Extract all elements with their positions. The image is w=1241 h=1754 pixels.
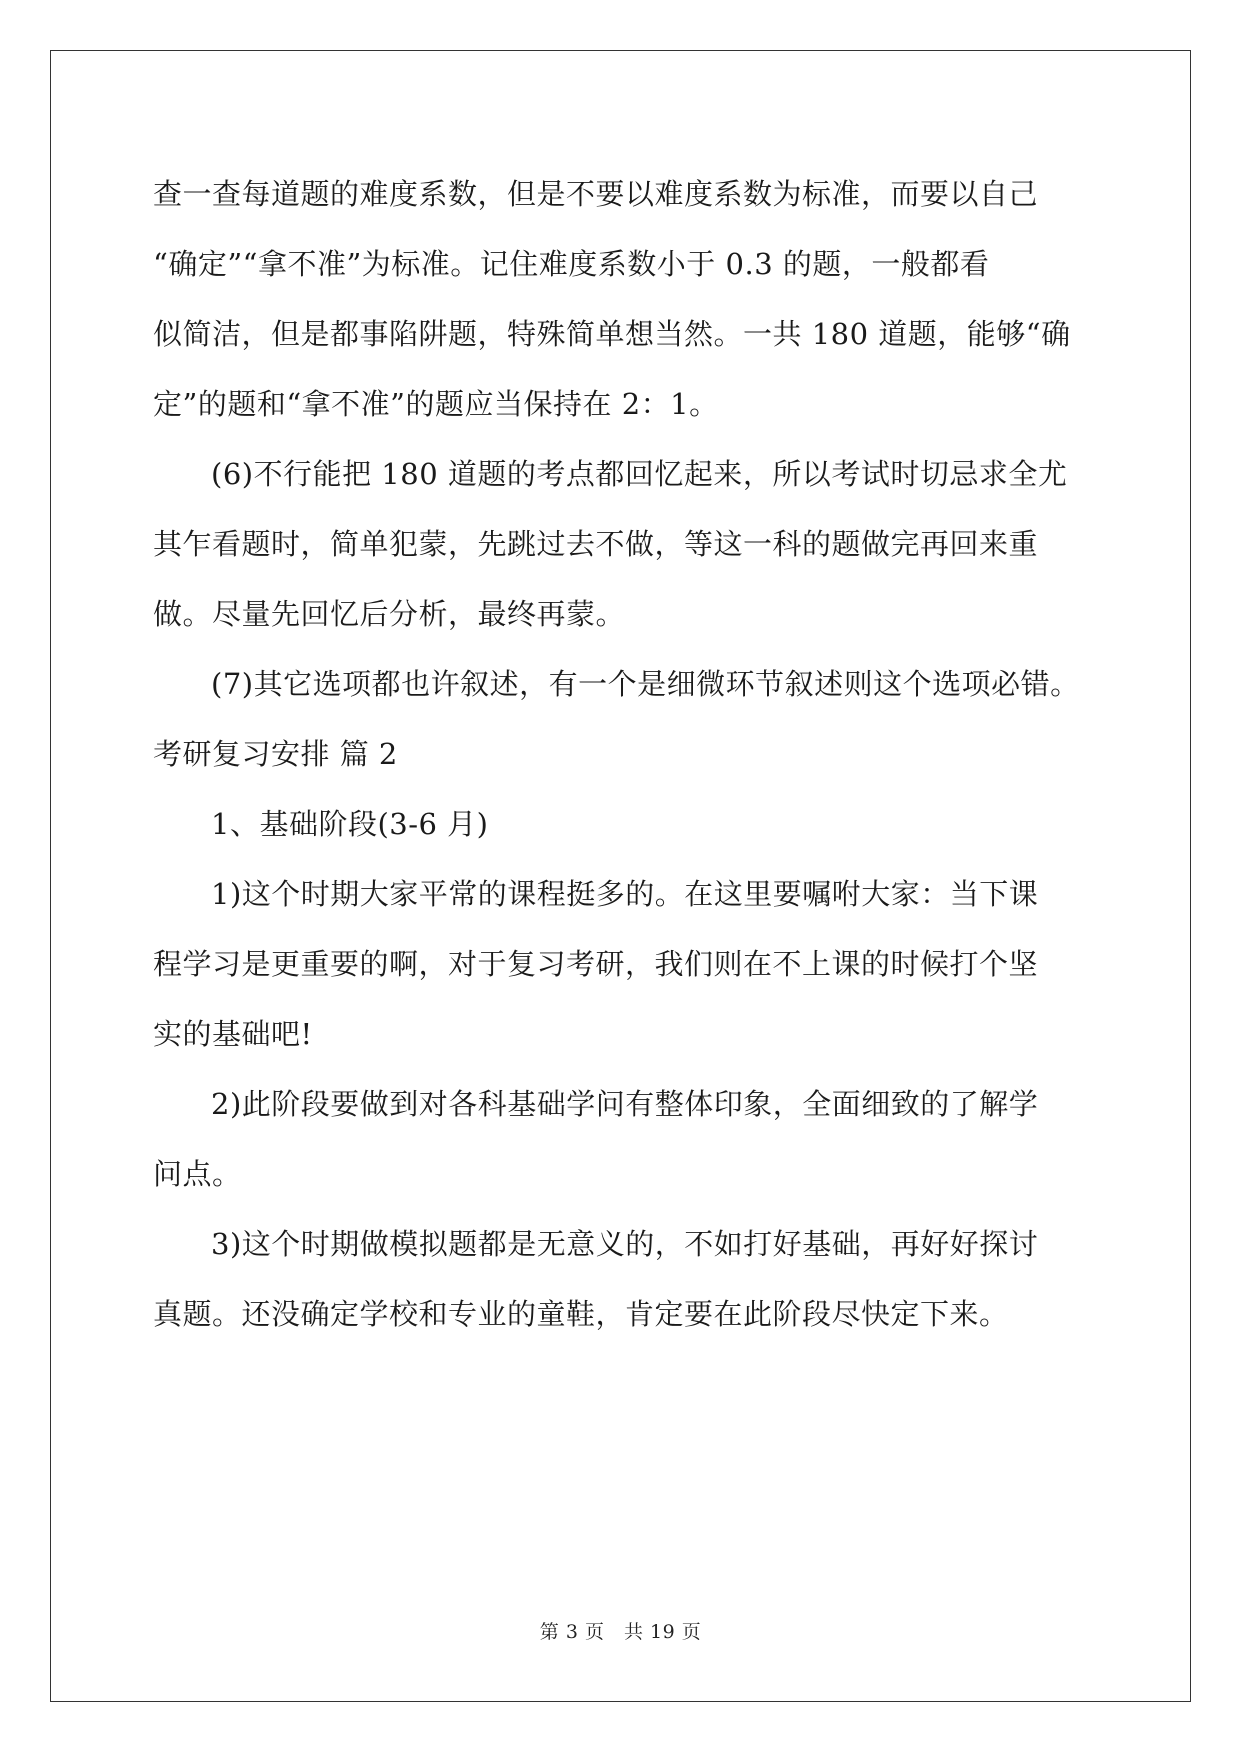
text-line: 问点。	[153, 1157, 242, 1191]
text-line: (6)不行能把 180 道题的考点都回忆起来，所以考试时切忌求全尤	[211, 457, 1068, 491]
text-line: 1)这个时期大家平常的课程挺多的。在这里要嘱咐大家：当下课	[211, 877, 1039, 911]
section-heading: 考研复习安排 篇 2	[153, 737, 398, 771]
text-line: 真题。还没确定学校和专业的童鞋，肯定要在此阶段尽快定下来。	[153, 1297, 1009, 1331]
text-line: 似简洁，但是都事陷阱题，特殊简单想当然。一共 180 道题，能够“确	[153, 317, 1071, 351]
text-line: “确定”“拿不准”为标准。记住难度系数小于 0.3 的题，一般都看	[153, 247, 990, 281]
text-line: 定”的题和“拿不准”的题应当保持在 2：1。	[153, 387, 719, 421]
text-line: 做。尽量先回忆后分析，最终再蒙。	[153, 597, 626, 631]
text-line: 3)这个时期做模拟题都是无意义的，不如打好基础，再好好探讨	[211, 1227, 1039, 1261]
page-number-footer: 第 3 页 共 19 页	[539, 1621, 702, 1643]
text-line: 实的基础吧!	[153, 1017, 313, 1051]
text-line: 其乍看题时，简单犯蒙，先跳过去不做，等这一科的题做完再回来重	[153, 527, 1039, 561]
subsection-heading: 1、基础阶段(3-6 月)	[211, 807, 489, 841]
text-line: 程学习是更重要的啊，对于复习考研，我们则在不上课的时候打个坚	[153, 947, 1039, 981]
text-line: (7)其它选项都也许叙述，有一个是细微环节叙述则这个选项必错。	[211, 667, 1080, 701]
text-line: 查一查每道题的难度系数，但是不要以难度系数为标准，而要以自己	[153, 177, 1039, 211]
text-line: 2)此阶段要做到对各科基础学问有整体印象，全面细致的了解学	[211, 1087, 1039, 1121]
